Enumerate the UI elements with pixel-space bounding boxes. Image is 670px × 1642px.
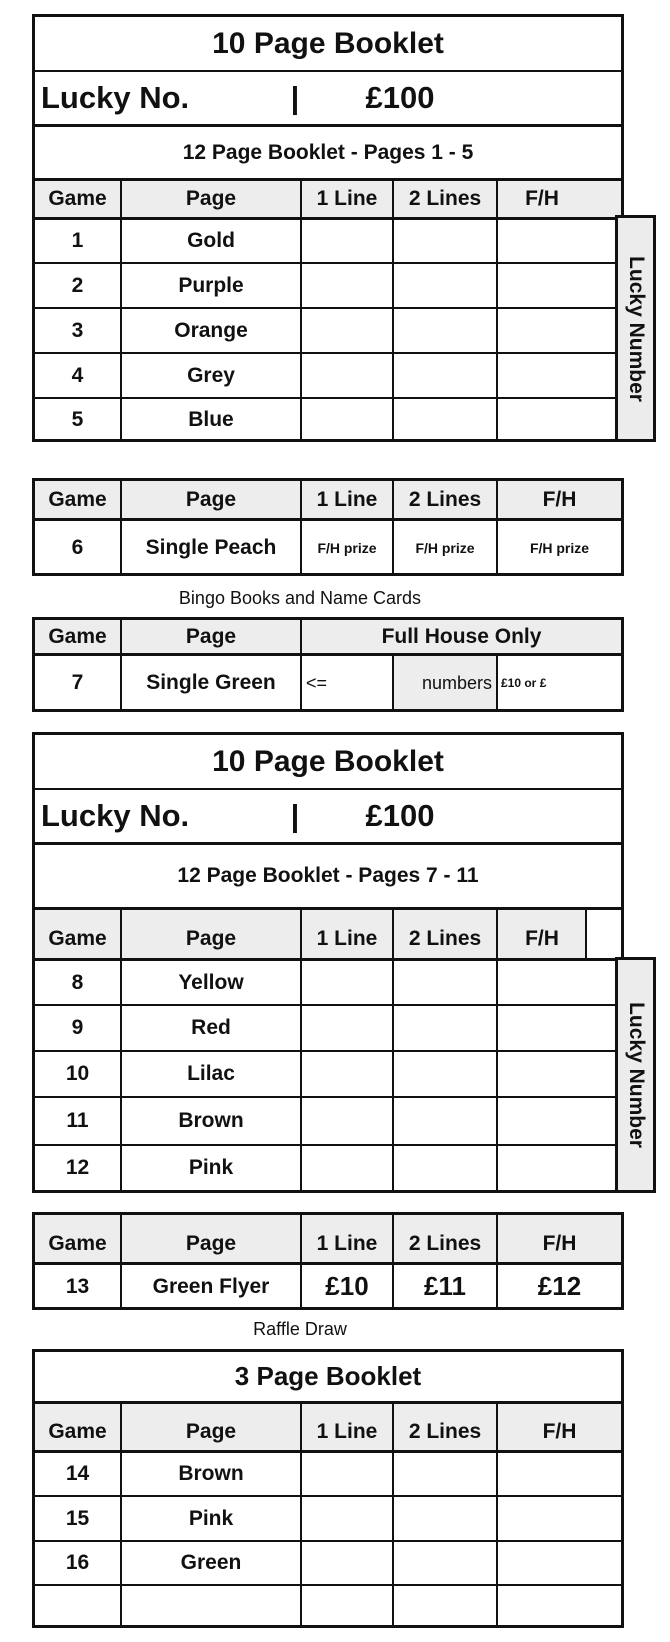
page-color: Green Flyer (152, 1274, 270, 1298)
booklet-subtitle: 12 Page Booklet - Pages 7 - 11 (177, 864, 479, 887)
column-header-fh: F/H (525, 187, 559, 210)
game-number: 16 (65, 1551, 90, 1574)
game-number: 7 (71, 671, 84, 694)
lucky-number-side-text: Lucky Number (624, 1002, 648, 1148)
game-number: 5 (71, 407, 84, 431)
column-header-2-lines: 2 Lines (408, 1420, 482, 1443)
prize-1-line: F/H prize (317, 539, 377, 556)
page-color: Gold (187, 228, 235, 252)
game-number: 11 (66, 1109, 89, 1132)
column-header-page: Page (185, 624, 237, 648)
lucky-number-side-label (615, 215, 656, 442)
column-header-page: Page (185, 187, 237, 210)
game-number: 3 (71, 318, 84, 342)
prize-2-lines: £11 (424, 1271, 466, 1301)
column-header-1-line: 1 Line (316, 1420, 378, 1443)
page-color: Lilac (187, 1062, 235, 1085)
page-color: Single Green (146, 671, 276, 694)
column-header-full-house-only: Full House Only (381, 624, 542, 648)
booklet-section-pages-1-5 (0, 0, 670, 450)
column-header-fh: F/H (525, 927, 559, 950)
separator: | (290, 80, 300, 115)
page-color: Green (180, 1551, 242, 1574)
booklet-title: 10 Page Booklet (212, 744, 444, 778)
column-header-fh: F/H (542, 487, 577, 511)
caption-bingo-books: Bingo Books and Name Cards (178, 587, 422, 608)
game-number: 13 (65, 1274, 90, 1298)
separator: | (290, 798, 300, 833)
column-header-game: Game (48, 187, 107, 210)
full-house-prize: £10 or £ (501, 676, 547, 690)
page-color: Purple (178, 273, 244, 297)
less-or-equal-label: <= (306, 672, 328, 693)
prize-fh: £12 (537, 1271, 582, 1301)
booklet-title: 3 Page Booklet (234, 1361, 422, 1391)
column-header-game: Game (48, 624, 107, 648)
booklet-subtitle: 12 Page Booklet - Pages 1 - 5 (182, 140, 474, 164)
page-color: Orange (174, 318, 248, 342)
column-header-fh: F/H (542, 1420, 577, 1443)
lucky-number-prize: £100 (365, 80, 435, 115)
game-number: 15 (65, 1506, 90, 1530)
page-color: Brown (178, 1462, 244, 1485)
lucky-number-label: Lucky No. (41, 798, 190, 833)
page-color: Blue (188, 407, 234, 431)
game-number: 12 (65, 1156, 90, 1179)
column-header-page: Page (185, 1232, 237, 1255)
column-header-page: Page (185, 487, 237, 511)
numbers-label: numbers (421, 672, 492, 693)
column-header-game: Game (48, 1232, 107, 1255)
column-header-1-line: 1 Line (316, 1232, 378, 1255)
caption-raffle-draw: Raffle Draw (253, 1318, 347, 1339)
lucky-number-side-text: Lucky Number (624, 255, 648, 402)
lucky-number-prize: £100 (365, 798, 435, 833)
page-color: Pink (188, 1506, 234, 1530)
column-header-game: Game (48, 1420, 107, 1443)
game-number: 4 (71, 363, 84, 387)
column-header-1-line: 1 Line (316, 927, 378, 950)
prize-1-line: £10 (325, 1271, 369, 1301)
game-number: 14 (65, 1462, 90, 1485)
column-header-2-lines: 2 Lines (408, 927, 482, 950)
game-number: 6 (71, 535, 84, 559)
page-color: Grey (187, 363, 235, 387)
game-number: 9 (71, 1016, 84, 1039)
column-header-page: Page (185, 1420, 237, 1443)
column-header-page: Page (185, 927, 237, 950)
page-color: Pink (188, 1156, 234, 1179)
page-color: Brown (178, 1109, 244, 1132)
column-header-game: Game (48, 487, 107, 511)
column-header-game: Game (48, 927, 107, 950)
page-color: Yellow (178, 970, 244, 994)
page-color: Red (191, 1016, 231, 1039)
booklet-title: 10 Page Booklet (212, 26, 444, 60)
game-number: 2 (71, 273, 84, 297)
column-header-1-line: 1 Line (316, 187, 378, 210)
lucky-number-label: Lucky No. (41, 80, 190, 115)
column-header-1-line: 1 Line (316, 487, 378, 511)
page-color: Single Peach (145, 535, 277, 559)
prize-2-lines: F/H prize (415, 539, 475, 556)
game-number: 10 (65, 1062, 90, 1085)
prize-fh: F/H prize (529, 539, 590, 556)
column-header-2-lines: 2 Lines (408, 187, 482, 210)
column-header-2-lines: 2 Lines (408, 487, 482, 511)
column-header-2-lines: 2 Lines (408, 1232, 482, 1255)
column-header-fh: F/H (542, 1232, 577, 1255)
game-number: 1 (71, 228, 84, 252)
game-number: 8 (71, 970, 84, 994)
lucky-number-side-label (615, 957, 656, 1193)
